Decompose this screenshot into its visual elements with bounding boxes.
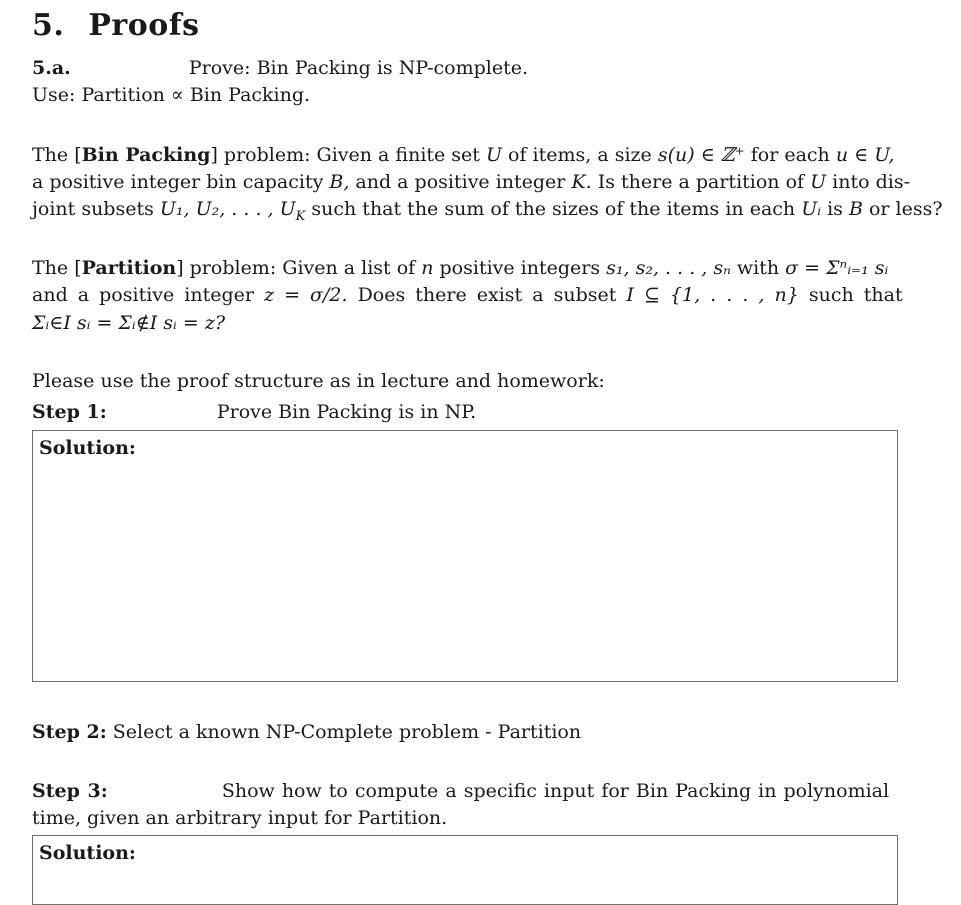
bin-packing-name: Bin Packing	[81, 144, 211, 166]
step-1	[32, 400, 476, 424]
section-heading	[32, 8, 200, 43]
math: K.	[571, 171, 592, 193]
math-subscript: K	[295, 208, 306, 224]
section-title: Proofs	[88, 8, 200, 43]
solution-label: Solution:	[39, 437, 136, 459]
text: is	[821, 198, 849, 220]
text: Does there exist a subset	[347, 284, 627, 306]
solution-box-2[interactable]	[32, 835, 898, 905]
math: Uᵢ	[801, 198, 822, 220]
partition-name: Partition	[81, 257, 177, 279]
step-3-label: Step 3:	[32, 780, 108, 802]
partition-line-2	[32, 283, 903, 307]
text: ] problem: Given a finite set	[210, 144, 486, 166]
partition-line-1	[32, 256, 888, 280]
text: Is there a partition of	[591, 171, 811, 193]
text: and a positive integer	[32, 284, 265, 306]
math: z = σ/2.	[264, 284, 348, 306]
step-3-text-2: time, given an arbitrary input for Partition.	[32, 807, 448, 829]
text: and a positive integer	[349, 171, 572, 193]
math: U	[485, 144, 502, 166]
step-1-label: Step 1:	[32, 401, 107, 423]
bin-packing-line-3	[32, 197, 943, 229]
text: positive integers	[433, 257, 607, 279]
math: B	[848, 198, 863, 220]
step-3-text-1: Show how to compute a specific input for Bin Packing in polynomial	[221, 780, 890, 802]
math: σ = Σⁿᵢ₌₁ sᵢ	[785, 257, 889, 279]
math: I ⊆ {1, . . . , n}	[626, 284, 799, 306]
solution-box-1[interactable]	[32, 430, 898, 682]
text: for each	[744, 144, 836, 166]
text: such that	[798, 284, 903, 306]
bin-packing-line-1	[32, 143, 895, 167]
math: n	[421, 257, 434, 279]
text: The [	[32, 257, 82, 279]
step-2	[32, 720, 581, 744]
math: U₁, U₂, . . . , U	[159, 198, 296, 220]
math: B,	[329, 171, 350, 193]
text: ] problem: Given a list of	[176, 257, 422, 279]
instructions: Please use the proof structure as in lecture and homework:	[32, 370, 605, 392]
text: such that the sum of the sizes of the items in each	[305, 198, 802, 220]
part-label: 5.a.	[32, 57, 71, 79]
step-2-label: Step 2:	[32, 721, 107, 743]
math: s₁, s₂, . . . , sₙ	[606, 257, 731, 279]
partition-line-3: Σᵢ∈I sᵢ = Σᵢ∉I sᵢ = z?	[32, 312, 226, 334]
text: or less?	[862, 198, 943, 220]
text: joint subsets	[32, 198, 160, 220]
text: into dis-	[826, 171, 910, 193]
math: u ∈ U,	[835, 144, 895, 166]
part-use: Use: Partition ∝ Bin Packing.	[32, 84, 311, 106]
text: of items, a size	[502, 144, 658, 166]
math: U	[810, 171, 827, 193]
step-3-line-1	[32, 779, 889, 803]
section-number: 5.	[32, 8, 65, 43]
text: The [	[32, 144, 82, 166]
text: a positive integer bin capacity	[32, 171, 330, 193]
math: s(u) ∈ ℤ⁺	[657, 144, 745, 166]
bin-packing-line-2	[32, 170, 910, 194]
step-2-text: Select a known NP-Complete problem - Partition	[112, 721, 582, 743]
part-prove: Prove: Bin Packing is NP-complete.	[188, 57, 528, 79]
step-1-text: Prove Bin Packing is in NP.	[216, 401, 477, 423]
part-heading	[32, 56, 528, 80]
text: with	[730, 257, 786, 279]
solution-label: Solution:	[39, 842, 136, 864]
